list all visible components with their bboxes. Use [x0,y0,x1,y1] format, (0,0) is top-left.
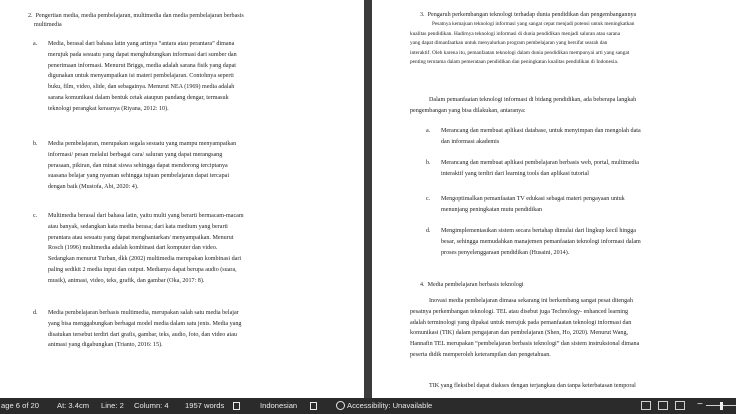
word-count[interactable]: 1957 words [185,401,225,410]
column-number: Column: 4 [134,401,169,410]
line-number: Line: 2 [101,401,124,410]
web-layout-icon[interactable] [675,401,685,410]
list-item-text: Mengoptimalkan pemanfaatan TV edukasi sebagai materi pengayaan untuk menunjang peningkatan mutu pendidikan [441,196,625,213]
list-item-text: Merancang dan membuat aplikasi pembelajaran berbasis web, portal, multimedia interaktif yang terdiri dari learning tools dan aplikasi tutorial [441,160,639,177]
language-label[interactable]: Indonesian [260,401,298,410]
intro-paragraph: Dalam pemanfaatan teknologi informasi di bidang pendidikan, ada beberapa langkah pengembangan yang bisa dilakukan, antaranya: [410,97,637,114]
status-bar [0,398,736,414]
read-mode-icon[interactable] [641,401,651,410]
print-layout-icon[interactable] [658,401,668,410]
list-item-text: Media, berasal dari bahasa latin yang artinya “antara atau perantara” dimana merujuk pada sesuatu yang dapat menghubungkan informasi dari sumber dan penerimaan informasi. Menurut Briggs, media adalah sarana fisik yang dapat digunakan untuk menyampaikan isi materi pembelajaran. Contohnya seperti buku, film, video, slide, dan sebagainya. Menurut NEA (1969) media adalah sarana komunikasi dalam bentuk cetak ataupun pandang dengar, termasuk teknologi perangkat kerasnya (Riyana, 2012: 10). [48,41,237,112]
document-page-right[interactable]: 3. Pengaruh perkembangan teknologi terhadap dunia pendidikan dan pengembangannya Pesatnya kemajuan teknologi informasi yang sangat cepat menjadi potensi untuk meningkatkan kualitas pendidikan. Hadirnya teknologi informasi di dunia pendidikan menjadi saluran atau sarana yang dapat dimanfaatkan untuk menyalurkan program pembelajaran yang bersifat searah dan interaktif. Oleh karena itu, pemanfaatan teknologi dalam dunia pendidikan mempunyai arti yang sangat penting terutama dalam pemerataan pendidikan dan peningkatan kualitas pendidikan di Indonesia. Dalam pemanfaatan teknologi informasi di bidang pendidikan, ada beberapa langkah pengembangan yang bisa dilakukan, antaranya: a. Merancang dan membuat aplikasi database, untuk menyimpan dan mengolah data dan informasi akademis b. Merancang dan membuat aplikasi pembelajaran berbasis web, portal, multimedia interaktif yang terdiri dari learning tools dan aplikasi tutorial c. Mengoptimalkan pemanfaatan TV edukasi sebagai materi pengayaan untuk menunjang peningkatan mutu pendidikan d. Mengimplementasikan sistem secara bertahap dimulai dari lingkup kecil hingga besar, sehingga memudahkan manajemen pemanfaatan teknologi informasi dalam proses penyelenggaraan pendidikan (Husaini, 2014). 4. Media pembelajaran berbasis teknologi Inovasi media pembelajaran dimasa sekarang ini berkembang sangat pesat ditengah pesatnya perkembangan teknologi. TEL atau disebut juga Technology- enhanced learning adalah terminologi yang dipakai untuk merujuk pada pemanfaatan teknologi informasi dan komunikasi (TIK) dalam pengajaran dan pembelajaran (Shen, Ho, 2020). Menurut Wang, Hannafin TEL merupakan “pembelajaran berbasis teknologi” dan sistem instruksional dimana peserta didik memperoleh keterampilan dan pengetahuan. TIK yang fleksibel dapat diakses dengan terjangkau dan tanpa keterbatasan temporal [372,0,736,398]
proofing-icon[interactable] [233,402,240,410]
page-count[interactable]: age 6 of 20 [1,401,40,410]
section-4-paragraph: Inovasi media pembelajaran dimasa sekarang ini berkembang sangat pesat ditengah pesatnya perkembangan teknologi. TEL atau disebut juga Technology- enhanced learning adalah terminologi yang dipakai untuk merujuk pada pemanfaatan teknologi informasi dan komunikasi (TIK) dalam pengajaran dan pembelajaran (Shen, Ho, 2020). Menurut Wang, Hannafin TEL merupakan “pembelajaran berbasis teknologi” dan sistem instruksional dimana peserta didik memperoleh keterampilan dan pengetahuan. [410,298,640,358]
section-heading-4: 4. Media pembelajaran berbasis teknologi [420,282,524,288]
zoom-slider-thumb[interactable] [720,402,723,410]
page-gap [364,0,372,398]
list-item-text: Multimedia berasal dari bahasa latin, yaitu multi yang berarti bermacam-macam atau banyak, sedangkan kata media berasa; dari kata medium yang berarti perantara atau sesuatu yang dapat menghantarkan/ menyampaikan. Menurut Rosch (1996) multimedia adalah kombinasi dari komputer dan video. Sedangkan menurut Turban, dkk (2002) multimedia merupakan kombinasi dari paling sedikit 2 media input dan output. Medianya dapat berupa audio (suara, musik), animasi, video, teks, grafik, dan gambar (Oka, 2017: 8). [48,213,244,284]
cursor-position: At: 3.4cm [57,401,90,410]
section-heading-3: 3. Pengaruh perkembangan teknologi terhadap dunia pendidikan dan pengembangannya [420,12,637,18]
list-item-text: Mengimplementasikan sistem secara bertahap dimulai dari lingkup kecil hingga besar, sehingga memudahkan manajemen pemanfaatan teknologi informasi dalam proses penyelenggaraan pendidikan (Husaini, 2014). [441,228,641,256]
list-item-text: Media pembelajaran, merupakan segala sesuatu yang mampu menyampaikan informasi/ pesan melalui berbagai cara/ saluran yang dapat merangsang perasaan, pikiran, dan minat siswa sehingga dapat mendorong terciptanya suasana belajar yang nyaman sehingga tujuan pembelajaran dapat tercapai dengan baik (Mustofa, Abi, 2020: 4). [48,141,237,191]
language-icon[interactable] [310,402,317,410]
section-4-paragraph-2: TIK yang fleksibel dapat diakses dengan terjangkau dan tanpa keterbatasan temporal [429,383,636,389]
section-heading-2: 2. Pengertian media, media pembelajaran, multimedia dan media pembelajaran berbasis multimedia [28,13,244,28]
document-page-left[interactable]: 2. Pengertian media, media pembelajaran, multimedia dan media pembelajaran berbasis multimedia a. Media, berasal dari bahasa latin yang artinya “antara atau perantara” dimana merujuk pada sesuatu yang dapat menghubungkan informasi dari sumber dan penerimaan informasi. Menurut Briggs, media adalah sarana fisik yang dapat digunakan untuk menyampaikan isi materi pembelajaran. Contohnya seperti buku, film, video, slide, dan sebagainya. Menurut NEA (1969) media adalah sarana komunikasi dalam bentuk cetak ataupun pandang dengar, termasuk teknologi perangkat kerasnya (Riyana, 2012: 10). b. Media pembelajaran, merupakan segala sesuatu yang mampu menyampaikan informasi/ pesan melalui berbagai cara/ saluran yang dapat merangsang perasaan, pikiran, dan minat siswa sehingga dapat mendorong terciptanya suasana belajar yang nyaman sehingga tujuan pembelajaran dapat tercapai dengan baik (Mustofa, Abi, 2020: 4). c. Multimedia berasal dari bahasa latin, yaitu multi yang berarti bermacam-macam atau banyak, sedangkan kata media berasa; dari kata medium yang berarti perantara atau sesuatu yang dapat menghantarkan/ menyampaikan. Menurut Rosch (1996) multimedia adalah kombinasi dari komputer dan video. Sedangkan menurut Turban, dkk (2002) multimedia merupakan kombinasi dari paling sedikit 2 media input dan output. Medianya dapat berupa audio (suara, musik), animasi, video, teks, grafik, dan gambar (Oka, 2017: 8). d. Media pembelajaran berbasis multimedia, merupakan salah satu media belajar yang bisa menggabungkan berbagai model media dalam satu jenis. Media yang disatukan tersebut terdiri dari grafis, gambar, teks, audio, foto, dan video atau animasi yang digabungkan (Trianto, 2016: 15). [0,0,364,398]
zoom-out-icon[interactable]: − [697,399,703,410]
accessibility-icon[interactable] [336,401,345,410]
accessibility-status[interactable]: Accessibility: Unavailable [347,401,433,410]
list-item-text: Media pembelajaran berbasis multimedia, merupakan salah satu media belajar yang bisa menggabungkan berbagai model media dalam satu jenis. Media yang disatukan tersebut terdiri dari grafis, gambar, teks, audio, foto, dan video atau animasi yang digabungkan (Trianto, 2016: 15). [48,310,242,349]
list-item-text: Merancang dan membuat aplikasi database, untuk menyimpan dan mengolah data dan informasi akademis [441,128,641,145]
section-3-paragraph: Pesatnya kemajuan teknologi informasi yang sangat cepat menjadi potensi untuk meningkatkan kualitas pendidikan. Hadirnya teknologi informasi di dunia pendidikan menjadi saluran atau sarana yang dapat dimanfaatkan untuk menyalurkan program pembelajaran yang bersifat searah dan interaktif. Oleh karena itu, pemanfaatan teknologi dalam dunia pendidikan mempunyai arti yang sangat penting terutama dalam pemerataan pendidikan dan peningkatan kualitas pendidikan di Indonesia. [410,21,635,66]
